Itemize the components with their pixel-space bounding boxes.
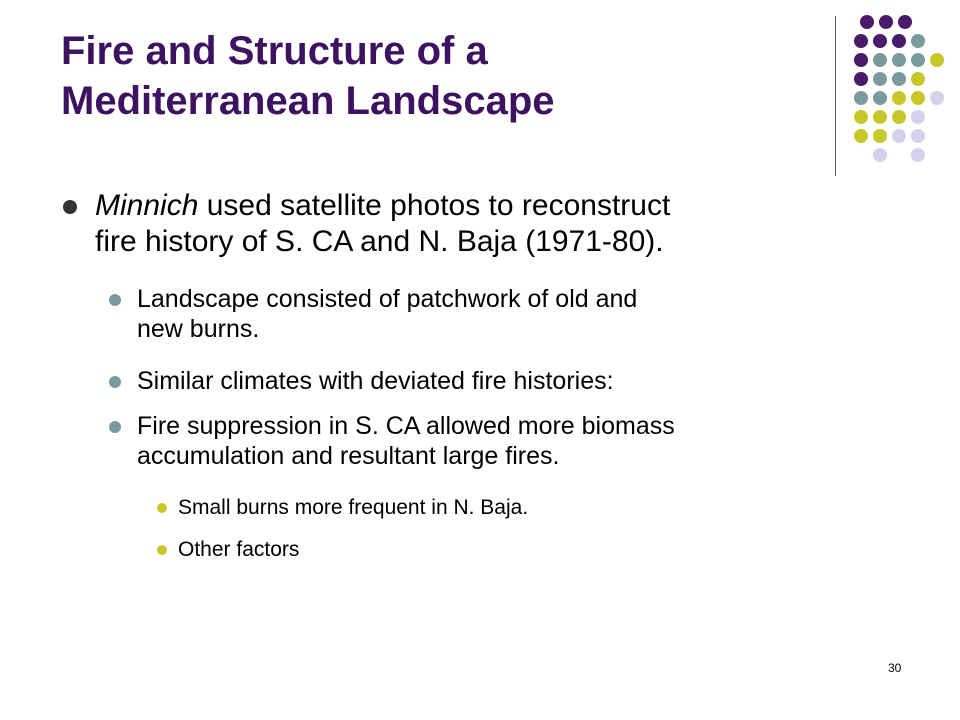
dot — [854, 110, 868, 124]
bullet-dot — [109, 421, 121, 433]
bullet-sub-2 — [137, 366, 877, 396]
dot — [911, 91, 925, 105]
dot — [911, 129, 925, 143]
dot — [854, 53, 868, 67]
dot — [911, 34, 925, 48]
dot — [873, 72, 887, 86]
dot — [930, 91, 944, 105]
title-line-2: Mediterranean Landscape — [61, 79, 555, 123]
bullet-sub-3 — [137, 411, 877, 471]
emphasis-name: Minnich — [95, 189, 199, 222]
dot — [854, 91, 868, 105]
bullet-dot — [109, 376, 121, 388]
bullet-dot — [63, 200, 77, 214]
dot — [930, 53, 944, 67]
dot — [854, 34, 868, 48]
dot — [854, 72, 868, 86]
bullet-text: Fire suppression in S. CA allowed more biomass — [137, 412, 675, 440]
bullet-main — [95, 188, 885, 260]
dot — [892, 72, 906, 86]
dot — [911, 148, 925, 162]
dot — [873, 91, 887, 105]
dot — [873, 129, 887, 143]
dot — [911, 53, 925, 67]
bullet-text: new burns. — [137, 315, 260, 343]
bullet-dot — [157, 503, 167, 513]
dot — [892, 53, 906, 67]
dot — [892, 34, 906, 48]
dot — [873, 110, 887, 124]
dot — [873, 148, 887, 162]
dot — [911, 110, 925, 124]
bullet-text: Similar climates with deviated fire histories: — [137, 367, 614, 395]
bullet-text: Small burns more frequent in N. Baja. — [178, 496, 529, 519]
bullet-sub-1 — [137, 284, 877, 344]
bullet-text: fire history of S. CA and N. Baja (1971-80). — [95, 225, 664, 258]
bullet-dot — [109, 294, 121, 306]
bullet-text: Landscape consisted of patchwork of old and — [137, 285, 638, 313]
dot — [911, 72, 925, 86]
page-number: 30 — [888, 661, 902, 675]
bullet-text: Other factors — [178, 538, 300, 561]
dot — [860, 15, 874, 29]
dot — [892, 110, 906, 124]
dot — [879, 15, 893, 29]
slide-title — [61, 26, 801, 126]
dot — [873, 53, 887, 67]
title-line-1: Fire and Structure of a — [61, 29, 488, 73]
title-divider — [835, 16, 836, 176]
decorative-dot-grid — [850, 12, 950, 162]
bullet-subsub-2 — [178, 537, 878, 563]
dot — [854, 129, 868, 143]
dot — [892, 129, 906, 143]
bullet-text: used satellite photos to reconstruct — [198, 189, 671, 222]
bullet-dot — [157, 545, 167, 555]
dot — [892, 91, 906, 105]
dot — [873, 34, 887, 48]
dot — [898, 15, 912, 29]
bullet-text: accumulation and resultant large fires. — [137, 442, 560, 470]
bullet-subsub-1 — [178, 495, 878, 521]
